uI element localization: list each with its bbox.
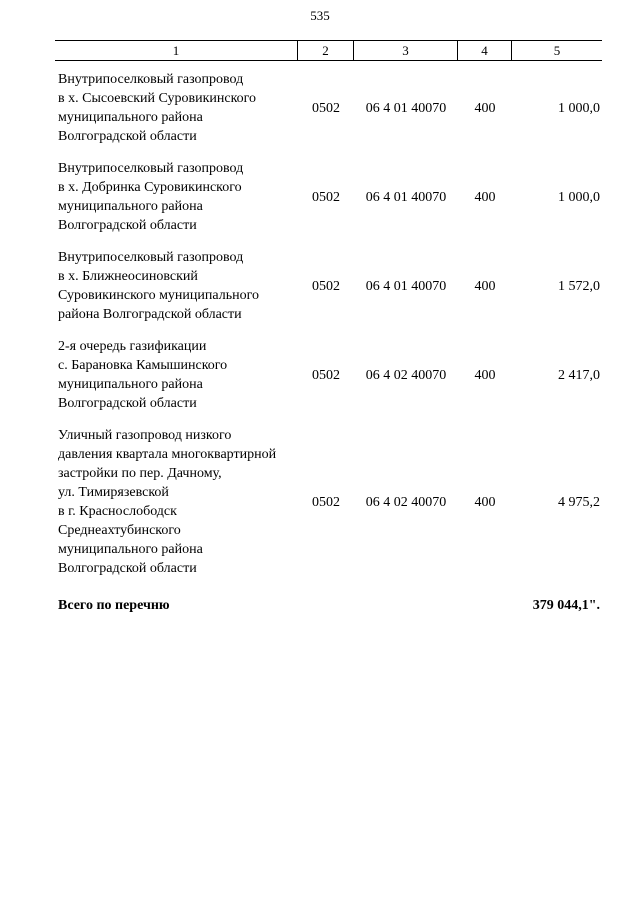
row-name-line: ул. Тимирязевской: [58, 485, 169, 500]
row-name-line: Внутрипоселковый газопровод: [58, 250, 244, 265]
row-name-line: в х. Добринка Суровикинского: [58, 180, 242, 195]
row-name-line: Суровикинского муниципального: [58, 288, 259, 303]
row-name-line: района Волгоградской области: [58, 307, 242, 322]
table-row: [55, 337, 602, 413]
target-article-cell: 06 4 02 40070: [365, 368, 447, 383]
row-name-line: застройки по пер. Дачному,: [58, 466, 222, 481]
row-name-line: 2-я очередь газификации: [58, 339, 207, 354]
row-name-line: муниципального района: [58, 542, 203, 557]
total-value: 379 044,1".: [532, 598, 600, 613]
target-article-cell: 06 4 01 40070: [365, 190, 447, 205]
table-row: [55, 426, 602, 578]
row-name-line: давления квартала многоквартирной: [58, 447, 277, 462]
section-code-cell: 0502: [312, 368, 340, 383]
row-name-line: Волгоградской области: [58, 561, 197, 576]
expense-type-cell: 400: [474, 279, 496, 294]
header-col-3: 3: [354, 41, 458, 60]
row-name-line: в г. Краснослободск: [58, 504, 177, 519]
total-label: Всего по перечню: [58, 598, 170, 613]
table-row: [55, 248, 602, 324]
row-name-line: муниципального района: [58, 110, 203, 125]
expense-type-cell: 400: [474, 101, 496, 116]
target-article-cell: 06 4 01 40070: [365, 101, 447, 116]
expense-type-cell: 400: [474, 495, 496, 510]
header-col-4: 4: [458, 41, 512, 60]
row-name-line: Среднеахтубинского: [58, 523, 181, 538]
target-article-cell: 06 4 01 40070: [365, 279, 447, 294]
table-header: [55, 40, 602, 61]
row-name-cell: [58, 70, 303, 146]
section-code-cell: 0502: [312, 190, 340, 205]
amount-cell: 4 975,2: [558, 495, 600, 510]
row-name-line: Внутрипоселковый газопровод: [58, 72, 244, 87]
header-col-5: 5: [553, 43, 561, 58]
header-col-1: 1: [55, 41, 298, 60]
expense-type-cell: 400: [474, 190, 496, 205]
row-name-cell: [58, 337, 303, 413]
section-code-cell: 0502: [312, 279, 340, 294]
section-code-cell: 0502: [312, 495, 340, 510]
row-name-line: муниципального района: [58, 377, 203, 392]
amount-cell: 1 000,0: [558, 101, 600, 116]
amount-cell: 1 000,0: [558, 190, 600, 205]
row-name-cell: [58, 159, 303, 235]
table-row: [55, 159, 602, 235]
row-name-line: Волгоградской области: [58, 396, 197, 411]
table-row: [55, 70, 602, 146]
row-name-cell: [58, 248, 303, 324]
budget-table: [55, 40, 602, 576]
expense-type-cell: 400: [474, 368, 496, 383]
row-name-line: Внутрипоселковый газопровод: [58, 161, 244, 176]
row-name-line: в х. Ближнеосиновский: [58, 269, 198, 284]
header-col-2: 2: [298, 41, 354, 60]
row-name-line: с. Барановка Камышинского: [58, 358, 228, 373]
row-name-line: в х. Сысоевский Суровикинского: [58, 91, 257, 106]
target-article-cell: 06 4 02 40070: [365, 495, 447, 510]
row-name-line: Уличный газопровод низкого: [58, 428, 232, 443]
amount-cell: 1 572,0: [558, 279, 600, 294]
section-code-cell: 0502: [312, 101, 340, 116]
amount-cell: 2 417,0: [558, 368, 600, 383]
row-name-cell: [58, 426, 303, 578]
row-name-line: Волгоградской области: [58, 129, 197, 144]
row-name-line: муниципального района: [58, 199, 203, 214]
row-name-line: Волгоградской области: [58, 218, 197, 233]
page-number: 535: [310, 8, 330, 23]
